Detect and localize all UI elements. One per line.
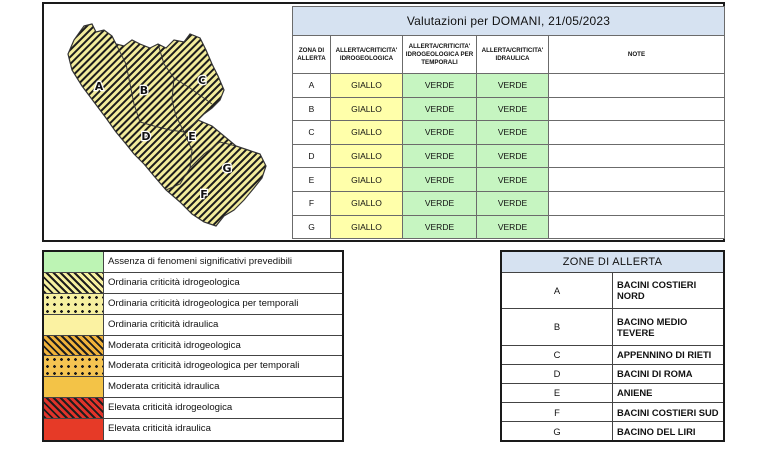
zone-name: BACINO MEDIO TEVERE (613, 309, 724, 346)
zone-name: BACINI DI ROMA (613, 364, 724, 383)
zone-letter: C (502, 345, 613, 364)
map-label-f: F (200, 188, 208, 201)
temp-cell: VERDE (403, 121, 477, 145)
map-label-e: E (188, 130, 196, 143)
temp-cell: VERDE (403, 215, 477, 239)
temp-cell: VERDE (403, 191, 477, 215)
table-row (293, 144, 725, 168)
zone-row (502, 422, 723, 440)
idra-cell: VERDE (477, 121, 549, 145)
idra-cell: VERDE (477, 191, 549, 215)
zone-row (502, 345, 723, 364)
zone-letter: A (502, 272, 613, 309)
table-row (293, 168, 725, 192)
legend-swatch (44, 377, 104, 397)
table-row (293, 215, 725, 239)
idra-cell: VERDE (477, 215, 549, 239)
legend-label: Moderata criticità idrogeologica per temporali (108, 360, 300, 372)
legend-label: Ordinaria criticità idrogeologica per temporali (108, 297, 299, 309)
legend-swatch (44, 419, 104, 440)
temp-cell: VERDE (403, 168, 477, 192)
legend-item (44, 273, 342, 294)
legend-swatch (44, 273, 104, 293)
legend-item (44, 315, 342, 336)
zone-cell: F (293, 191, 331, 215)
temp-cell: VERDE (403, 144, 477, 168)
zone-letter: E (502, 383, 613, 402)
legend-item (44, 419, 342, 440)
legend-label: Ordinaria criticità idrogeologica (108, 276, 240, 288)
zone-name: BACINO DEL LIRI (613, 422, 724, 440)
header-note: NOTE (549, 36, 725, 74)
zones-title: ZONE DI ALLERTA (502, 252, 723, 272)
note-cell (549, 144, 725, 168)
map-label-d: D (141, 130, 151, 143)
lazio-zones-map (44, 4, 292, 240)
header-idra: ALLERTA/CRITICITA' IDRAULICA (477, 36, 549, 74)
zone-cell: B (293, 97, 331, 121)
legend-swatch (44, 336, 104, 356)
zone-cell: E (293, 168, 331, 192)
table-row (293, 191, 725, 215)
region-shape (68, 24, 266, 226)
legend-swatch (44, 398, 104, 418)
legend-item (44, 356, 342, 377)
idra-cell: VERDE (477, 168, 549, 192)
zone-cell: D (293, 144, 331, 168)
legend-item (44, 336, 342, 357)
legend-label: Ordinaria criticità idraulica (108, 318, 219, 330)
zone-name: APPENNINO DI RIETI (613, 345, 724, 364)
header-temp: ALLERTA/CRITICITA' IDROGEOLOGICA PER TEMPORALI (403, 36, 477, 74)
table-row (293, 97, 725, 121)
region-map-svg (44, 4, 292, 240)
legend-item (44, 398, 342, 419)
zone-name: BACINI COSTIERI SUD (613, 403, 724, 422)
legend-swatch (44, 356, 104, 376)
zones-table (502, 252, 723, 440)
note-cell (549, 215, 725, 239)
legend-label: Assenza di fenomeni significativi prevedibili (108, 256, 292, 267)
idro-cell: GIALLO (331, 121, 403, 145)
table-row (293, 74, 725, 98)
idro-cell: GIALLO (331, 215, 403, 239)
zone-letter: B (502, 309, 613, 346)
map-label-g: G (222, 162, 232, 175)
idro-cell: GIALLO (331, 191, 403, 215)
idro-cell: GIALLO (331, 97, 403, 121)
legend-item (44, 252, 342, 273)
temp-cell: VERDE (403, 74, 477, 98)
legend-label: Moderata criticità idraulica (108, 381, 220, 393)
zone-name: ANIENE (613, 383, 724, 402)
zone-cell: A (293, 74, 331, 98)
zone-row (502, 364, 723, 383)
legend-box (42, 250, 344, 442)
note-cell (549, 191, 725, 215)
idro-cell: GIALLO (331, 74, 403, 98)
idro-cell: GIALLO (331, 168, 403, 192)
zone-cell: G (293, 215, 331, 239)
zone-cell: C (293, 121, 331, 145)
zone-row (502, 309, 723, 346)
map-label-a: A (94, 80, 104, 93)
idra-cell: VERDE (477, 97, 549, 121)
legend-swatch (44, 294, 104, 314)
zone-letter: D (502, 364, 613, 383)
evaluation-table (292, 6, 725, 239)
header-idro: ALLERTA/CRITICITA' IDROGEOLOGICA (331, 36, 403, 74)
idro-cell: GIALLO (331, 144, 403, 168)
note-cell (549, 74, 725, 98)
zone-letter: G (502, 422, 613, 440)
note-cell (549, 168, 725, 192)
note-cell (549, 121, 725, 145)
legend-item (44, 294, 342, 315)
legend-swatch (44, 252, 104, 272)
zone-name: BACINI COSTIERI NORD (613, 272, 724, 309)
map-label-c: C (197, 74, 207, 87)
legend-label: Elevata criticità idrogeologica (108, 402, 233, 414)
evaluation-panel (42, 2, 725, 242)
legend-label: Moderata criticità idrogeologica (108, 339, 241, 351)
header-zone: ZONA DI ALLERTA (293, 36, 331, 74)
zone-letter: F (502, 403, 613, 422)
legend-label: Elevata criticità idraulica (108, 423, 211, 435)
zone-row (502, 272, 723, 309)
legend-item (44, 377, 342, 398)
map-label-b: B (139, 84, 149, 97)
idra-cell: VERDE (477, 74, 549, 98)
zones-box (500, 250, 725, 442)
table-row (293, 121, 725, 145)
zone-row (502, 403, 723, 422)
zone-row (502, 383, 723, 402)
legend-swatch (44, 315, 104, 335)
note-cell (549, 97, 725, 121)
idra-cell: VERDE (477, 144, 549, 168)
evaluation-title: Valutazioni per DOMANI, 21/05/2023 (293, 7, 725, 36)
temp-cell: VERDE (403, 97, 477, 121)
